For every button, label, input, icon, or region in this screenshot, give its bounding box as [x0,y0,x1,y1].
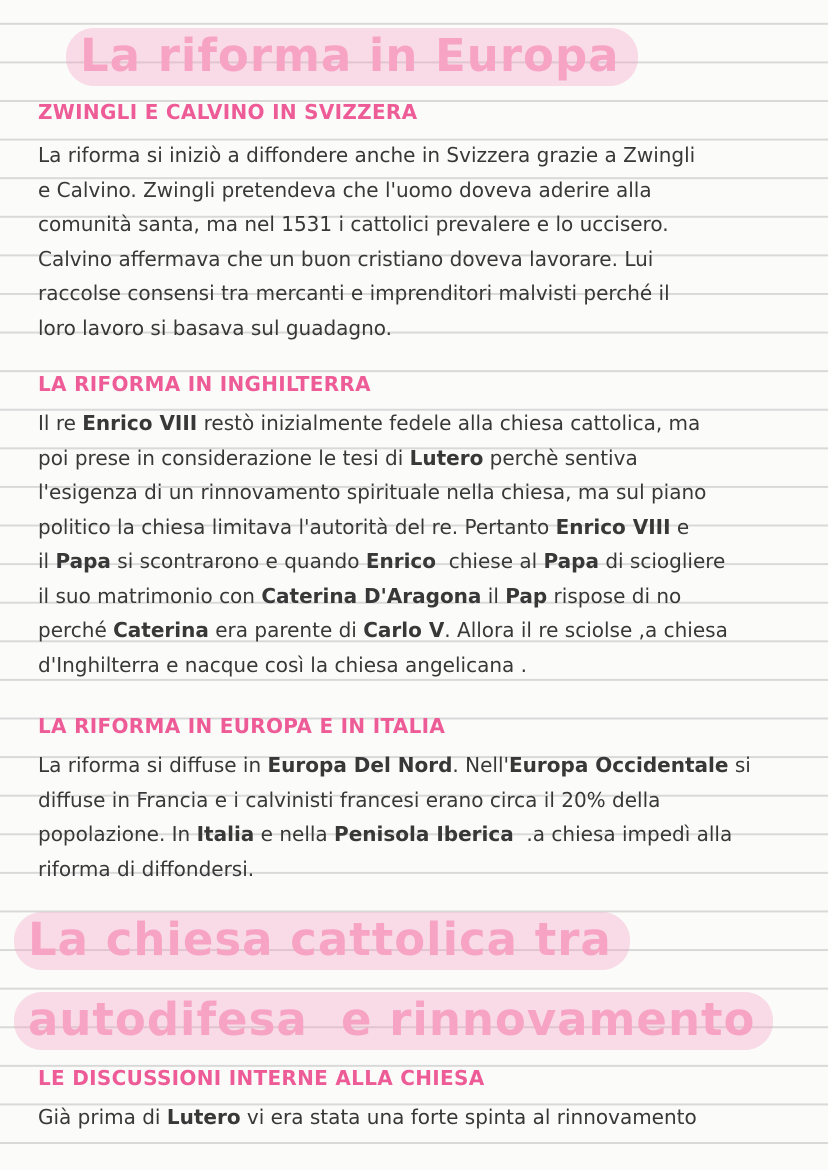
bold-term: Carlo V [363,618,445,642]
text-run: riforma di diffondersi. [38,856,255,881]
text-run: si [728,753,751,777]
bold-term: Enrico VIII [555,514,671,539]
main-title [0,912,828,1072]
text-run: e [670,514,690,539]
text-line [0,579,828,614]
text-run: di sciogliere [598,549,726,573]
text-run: La riforma si diffuse in [38,753,268,777]
text-run: Il re [38,411,83,435]
text-run: diffuse in Francia e i calvinisti francesi erano circa il 20% della [38,787,661,812]
highlighted-title-text: La chiesa cattolica tra [14,912,630,970]
section-heading: LA RIFORMA IN INGHILTERRA [38,372,371,396]
bold-term: Pap [505,583,548,608]
text-line [0,748,828,783]
bold-term: Lutero [409,445,484,470]
text-run: d'Inghilterra e nacque così la chiesa angelicana . [38,652,527,677]
text-run: . Nell' [452,753,510,777]
bold-term: Papa [543,549,599,573]
text-run: perché [38,618,114,642]
text-line [0,406,828,441]
text-run: . Allora il re sciolse ,a chiesa [444,618,728,642]
text-line [0,173,828,208]
text-run: Già prima di [38,1105,167,1129]
text-run: loro lavoro si basava sul guadagno. [38,315,393,340]
main-title-line [66,28,638,86]
main-title [0,28,828,108]
bold-term: Europa Del Nord [267,753,453,777]
text-run: chiese al [436,549,544,573]
text-run: rispose di no [547,583,682,608]
text-run: Calvino affermava che un buon cristiano doveva lavorare. Lui [38,246,654,271]
text-run: il [38,549,56,573]
text-line [0,510,828,545]
section-heading: LE DISCUSSIONI INTERNE ALLA CHIESA [38,1066,485,1090]
text-line [0,242,828,277]
highlighted-title-text: La riforma in Europa [66,28,638,86]
text-run: restò inizialmente fedele alla chiesa cattolica, ma [197,411,701,435]
text-line [0,311,828,346]
text-run: l'esigenza di un rinnovamento spirituale nella chiesa, ma sul piano [38,480,707,504]
text-run: era parente di [208,618,364,642]
text-run: comunità santa, ma nel 1531 i cattolici prevalere e lo uccisero. [38,212,669,236]
text-run: perchè sentiva [483,445,638,470]
section-heading: LA RIFORMA IN EUROPA E IN ITALIA [38,714,446,738]
paragraph [0,406,828,682]
section-heading: ZWINGLI E CALVINO IN SVIZZERA [38,100,418,124]
text-line [0,544,828,579]
bold-term: Lutero [166,1105,241,1129]
text-run: politico la chiesa limitava l'autorità del re. Pertanto [38,514,556,539]
text-run: La riforma si iniziò a diffondere anche in Svizzera grazie a Zwingli [38,143,696,167]
text-run: e Calvino. Zwingli pretendeva che l'uomo doveva aderire alla [38,177,652,202]
text-line [0,852,828,887]
text-line [0,276,828,311]
bold-term: Caterina D'Aragona [261,583,482,608]
text-line [0,613,828,648]
text-line [0,783,828,818]
text-run: si scontrarono e quando [110,549,366,573]
text-line [0,138,828,173]
text-run: popolazione. In [38,822,197,846]
bold-term: Papa [55,549,111,573]
main-title-line [14,992,773,1050]
paragraph [0,1100,828,1135]
text-line [0,475,828,510]
text-run: .a chiesa impedì alla [513,822,733,846]
text-run: e nella [254,822,335,846]
text-run: poi prese in considerazione le tesi di [38,445,410,470]
text-line [0,817,828,852]
bold-term: Europa Occidentale [509,753,729,777]
text-run: vi era stata una forte spinta al rinnovamento [240,1105,697,1129]
text-line [0,1100,828,1135]
text-line [0,207,828,242]
paragraph [0,748,828,886]
paragraph [0,138,828,345]
bold-term: Italia [196,822,255,846]
bold-term: Enrico VIII [82,411,198,435]
bold-term: Penisola Iberica [334,822,514,846]
text-line [0,441,828,476]
bold-term: Enrico [365,549,437,573]
highlighted-title-text: autodifesa e rinnovamento [14,992,773,1050]
text-run: il suo matrimonio con [38,583,262,608]
text-run: il [481,583,506,608]
text-run: raccolse consensi tra mercanti e imprenditori malvisti perché il [38,281,670,305]
main-title-line [14,912,630,970]
bold-term: Caterina [113,618,209,642]
text-line [0,648,828,683]
